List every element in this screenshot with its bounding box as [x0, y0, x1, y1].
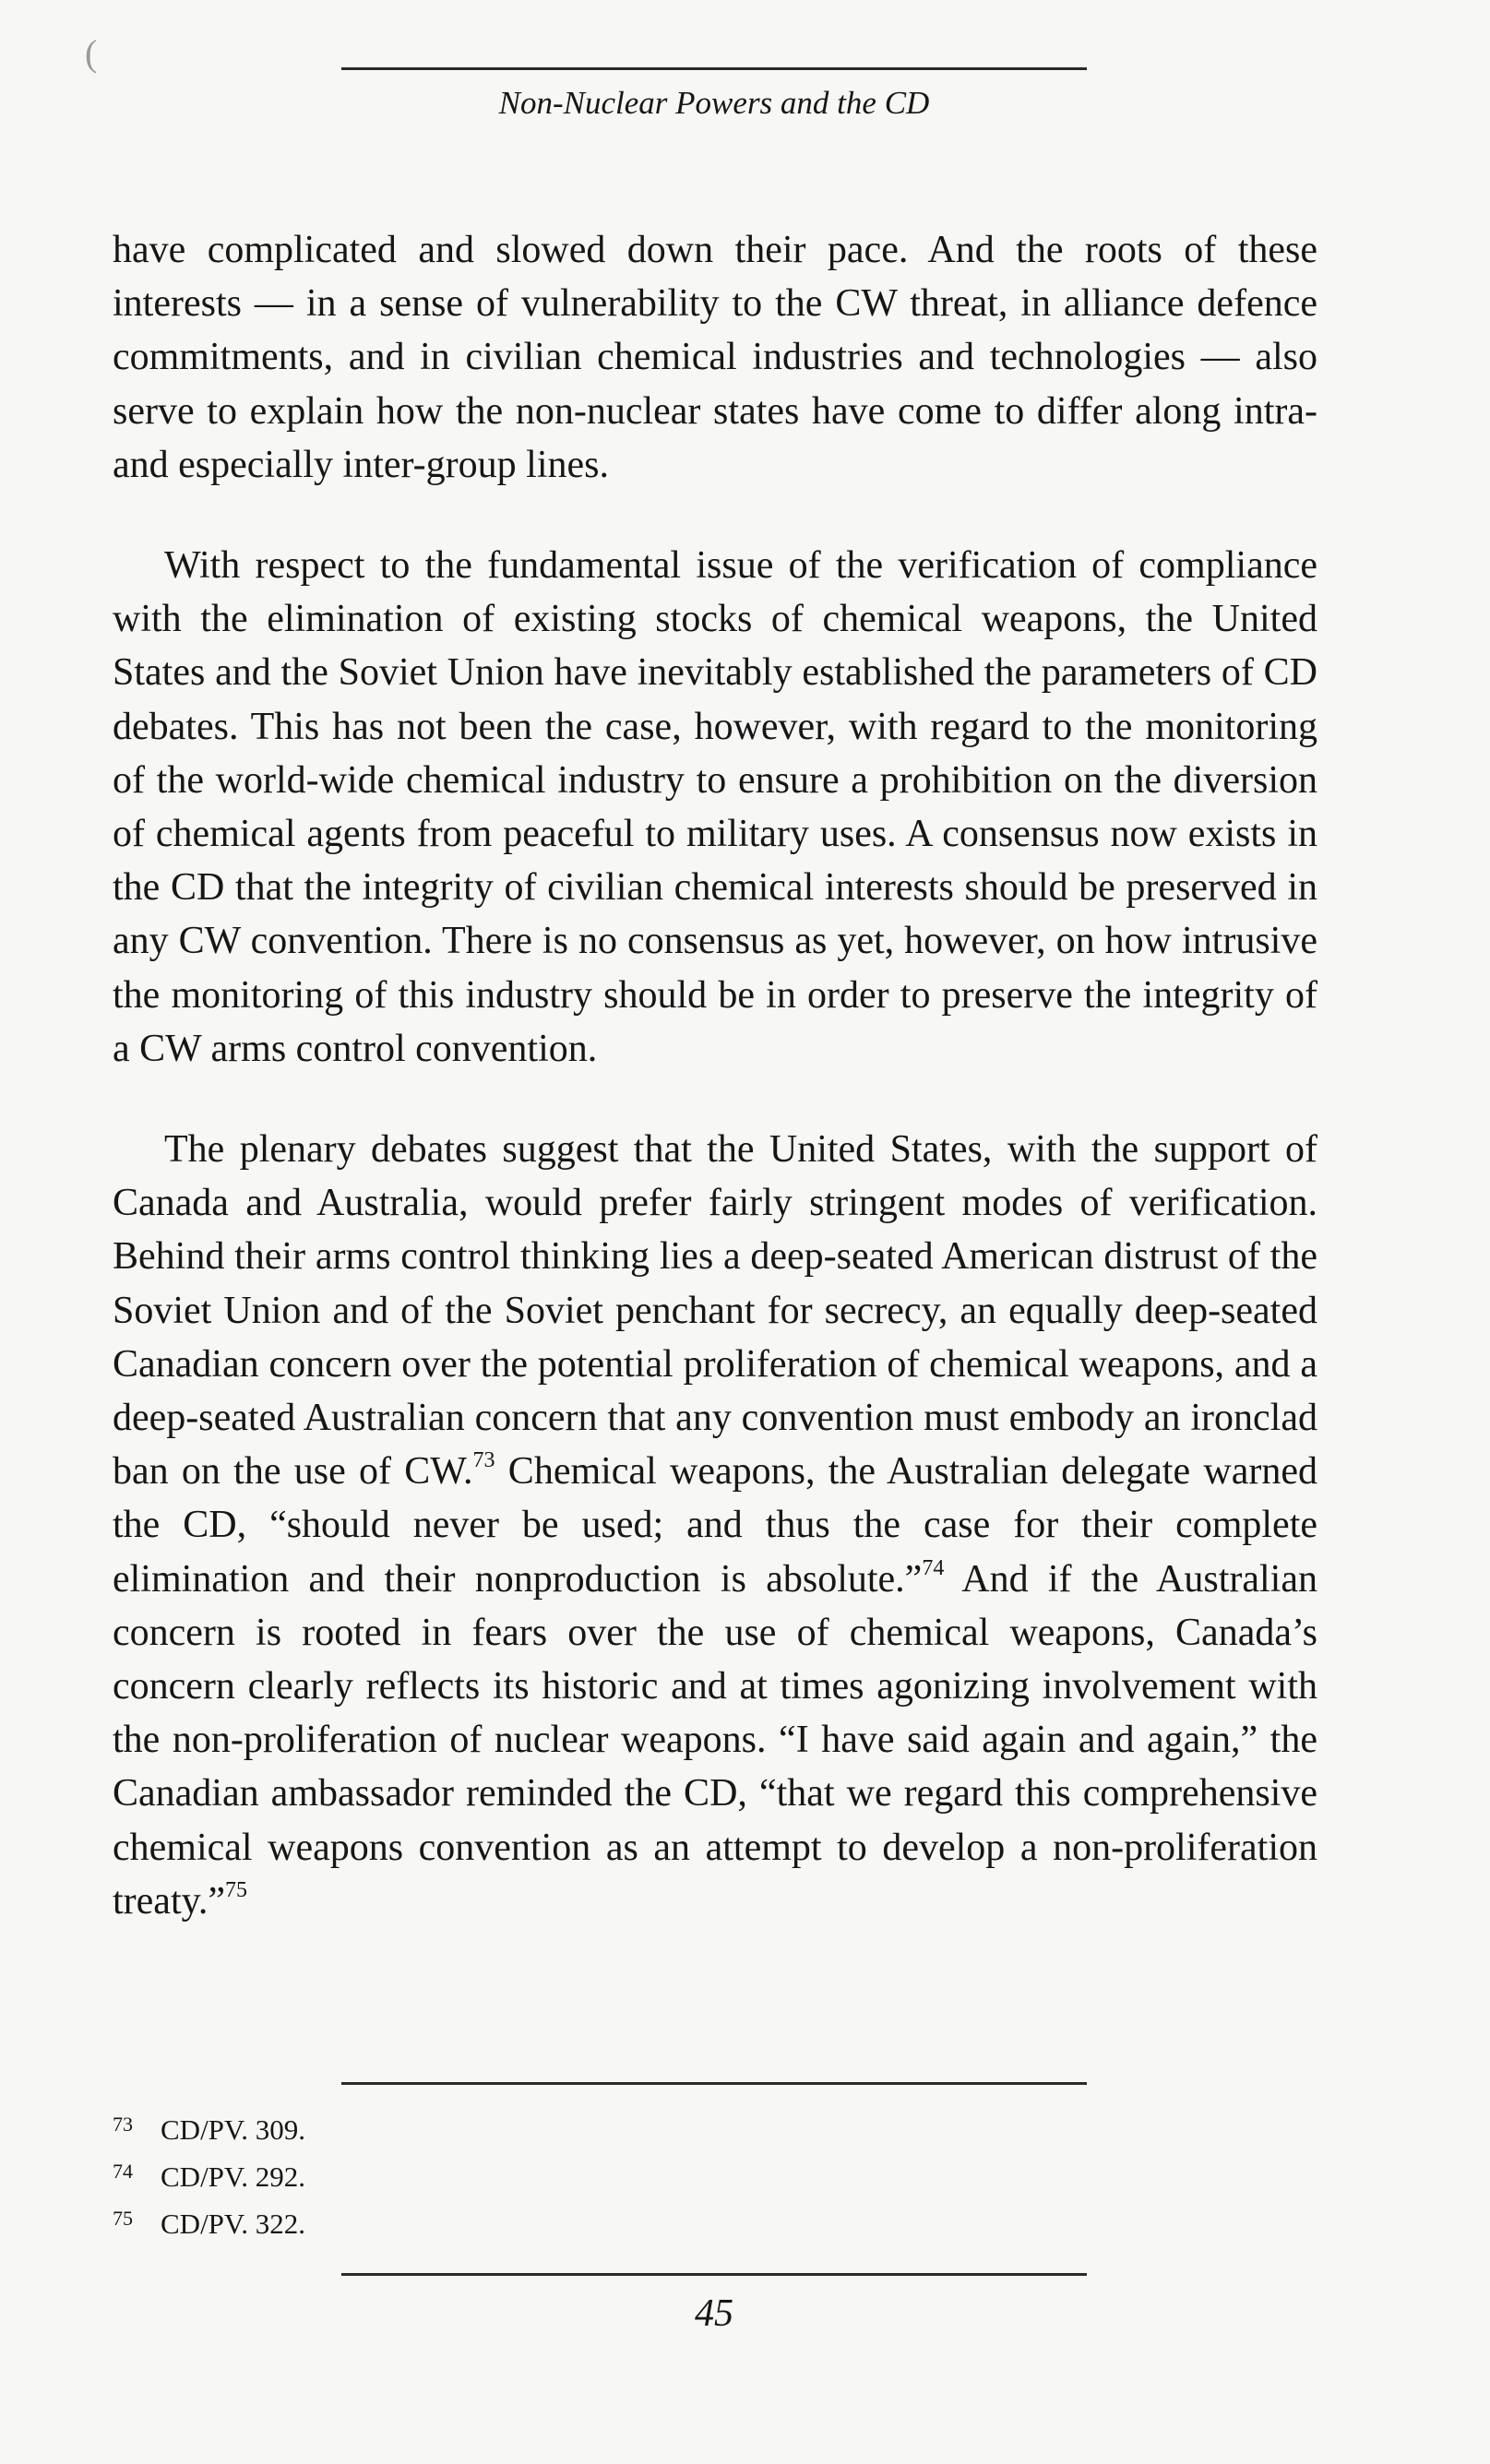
paragraph-3	[113, 1123, 1317, 1928]
paragraph-1-text: have complicated and slowed down their pace. And the roots of these interests — in a sense of vulnerability to the CW threat, in alliance defence commitments, and in civilian chemical industries and technologies — also serve to explain how the non-nuclear states have come to differ along intra- and especially inter-group lines.	[113, 229, 1317, 486]
paragraph-2-text: With respect to the fundamental issue of the verification of compliance with the elimination of existing stocks of chemical weapons, the United States and the Soviet Union have inevitably established the parameters of CD debates. This has not been the case, however, with regard to the monitoring of the world-wide chemical industry to ensure a prohibition on the diversion of chemical agents from peaceful to military uses. A consensus now exists in the CD that the integrity of civilian chemical interests should be preserved in any CW convention. There is no consensus as yet, however, on how intrusive the monitoring of this industry should be in order to preserve the integrity of a CW arms control convention.	[113, 544, 1317, 1070]
footnote-rule	[341, 2082, 1087, 2085]
paragraph-1	[113, 223, 1317, 492]
footnote-ref-74[interactable]: 74	[922, 1555, 945, 1580]
footnote-number: 75	[113, 2207, 133, 2230]
footnote-ref-75[interactable]: 75	[225, 1877, 248, 1902]
paragraph-3-text-b: Chemical weapons, the Australian delegate warned the CD, “should never be used; and thus the case for their complete elimination and their nonproduction is absolute.”	[113, 1450, 1317, 1601]
footnote-text: CD/PV. 292.	[161, 2160, 306, 2193]
footnote-75	[113, 2197, 305, 2244]
footnote-number: 73	[113, 2113, 133, 2136]
footnote-73	[113, 2103, 305, 2150]
page-number: 45	[695, 2292, 733, 2335]
header-rule	[341, 67, 1087, 70]
footnote-number: 74	[113, 2160, 133, 2183]
body-text	[113, 223, 1317, 1975]
paragraph-3-text-c: And if the Australian concern is rooted in fears over the use of chemical weapons, Canada’s concern clearly reflects its historic and at times agonizing involvement with the non-proliferation of nuclear weapons. “I have said again and again,” the Canadian ambassador reminded the CD, “that we regard this comprehensive chemical weapons convention as an attempt to develop a non-proliferation treaty.”	[113, 1557, 1317, 1922]
running-head: Non-Nuclear Powers and the CD	[498, 85, 930, 121]
footnote-74	[113, 2150, 305, 2197]
paragraph-3-text-a: The plenary debates suggest that the United States, with the support of Canada and Australia, would prefer fairly stringent modes of verification. Behind their arms control thinking lies a deep-seated American distrust of the Soviet Union and of the Soviet penchant for secrecy, an equally deep-seated Canadian concern over the potential proliferation of chemical weapons, and a deep-seated Australian concern that any convention must embody an ironclad ban on the use of CW.	[113, 1128, 1317, 1494]
footer-rule	[341, 2273, 1087, 2276]
page-edge-mark: (	[85, 32, 98, 74]
footnote-ref-73[interactable]: 73	[472, 1448, 495, 1473]
footnote-text: CD/PV. 309.	[161, 2113, 306, 2146]
footnote-text: CD/PV. 322.	[161, 2208, 306, 2240]
paragraph-2	[113, 539, 1317, 1076]
footnotes	[113, 2103, 305, 2244]
